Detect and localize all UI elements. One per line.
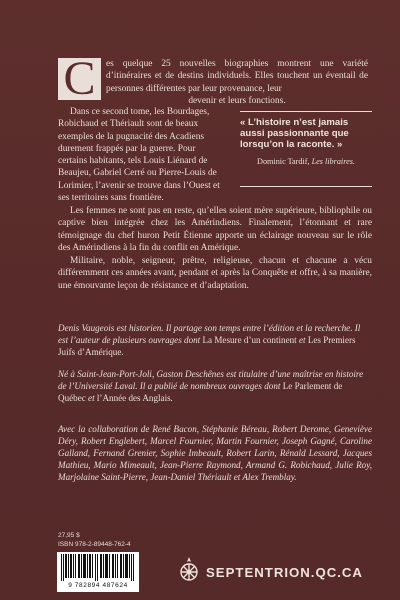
barcode: [57, 552, 139, 592]
quote-source: Les libraires.: [311, 156, 355, 166]
author-bio-vaugeois: [58, 322, 372, 358]
author2-part2: et: [85, 393, 97, 403]
barcode-icon: [57, 552, 139, 582]
publisher-name: SEPTENTRION.QC.CA: [206, 565, 363, 580]
paragraph-militaire: [58, 255, 372, 292]
septentrion-logo-icon: [178, 556, 200, 584]
author1-part1: Denis Vaugeois est historien. Il partage son temps entre l’édition et la recherche. Il est l’auteur de plusieurs ouvrages dont: [58, 323, 361, 345]
intro-text: es quelque 25 nouvelles biographies montrent une variété d’itinéraires et de destins individuels. Elles touchent un éventail de personnes différentes par leur provenance, leur: [106, 59, 368, 94]
paragraph-acadiens-text: Dans ce second tome, les Bourdages, Robichaud et Thériault sont de beaux exemples de la pugnacité des Acadiens durement frappés par la guerre. Pour certains habitants, tels Louis Liénard de Beaujeu, Gabriel Cerré ou Pierre-Louis de Lorimier, l’avenir se trouve dans l’Ouest et ses territoires sans frontière.: [58, 107, 220, 204]
paragraph-femmes: [58, 205, 372, 254]
author1-book2: Les Premiers Juifs d’Amérique: [58, 335, 356, 357]
author1-part2: et: [296, 335, 308, 345]
isbn-label: ISBN 978-2-89448-762-4: [58, 541, 131, 548]
author2-part3: .: [170, 393, 173, 403]
intro-paragraph: [106, 58, 368, 107]
quote-author: Dominic Tardif,: [257, 156, 310, 166]
intro-text-end: devenir et leurs fonctions.: [188, 95, 286, 106]
price-label: 27,95 $: [58, 532, 80, 539]
quote-attribution: [240, 157, 372, 166]
dropcap-letter: C: [58, 58, 101, 100]
author2-part1: Né à Saint-Jean-Port-Joli, Gaston Deschênes est titulaire d’une maîtrise en histoire de l’Université Laval. Il a publié de nombreux ouvrages dont: [58, 369, 364, 391]
author-bio-deschenes: [58, 368, 372, 404]
quote-box: [240, 111, 372, 187]
review-quote: « L’histoire n’est jamais aussi passionnante que lorsqu’on la raconte. »: [240, 117, 349, 151]
author2-book1: Le Parlement de Québec: [58, 381, 343, 403]
paragraph-acadiens: [58, 106, 226, 204]
paragraph-militaire-text: Militaire, noble, seigneur, prêtre, religieuse, chacun et chacune a vécu différemment ces années avant, pendant et après la Conquête et offre, à sa manière, une émouvante leçon de résistance et d’adaptation.: [58, 256, 372, 291]
collaborators-list: Avec la collaboration de René Bacon, Stéphanie Béreau, Robert Derome, Geneviève Déry, Robert Englebert, Marcel Fournier, Martin Fournier, Joseph Gagné, Caroline Galland, Fernand Grenier, Sophie Imbeault, Robert Larin, Rénald Lessard, Jacques Mathieu, Mario Mimeault, Jean-Pierre Raymond, Armand G. Robichaud, Julie Roy, Marjolaine Saint-Pierre, Jean-Daniel Thériault et Alex Tremblay.: [58, 424, 372, 482]
author1-book1: La Mesure d’un continent: [202, 335, 297, 345]
author2-book2: l’Année des Anglais: [96, 393, 171, 403]
barcode-digits: 9 782894 487624: [68, 582, 128, 589]
paragraph-femmes-text: Les femmes ne sont pas en reste, qu’elles soient mère supérieure, bibliophile ou captive bien intégrée chez les Amérindiens. Finalement, l’étonnant et rare témoignage du chef huron Petit Étienne apporte un éclairage nouveau sur le rôle des Amérindiens à la fin du conflit en Amérique.: [58, 206, 372, 253]
author1-part3: .: [121, 347, 124, 357]
